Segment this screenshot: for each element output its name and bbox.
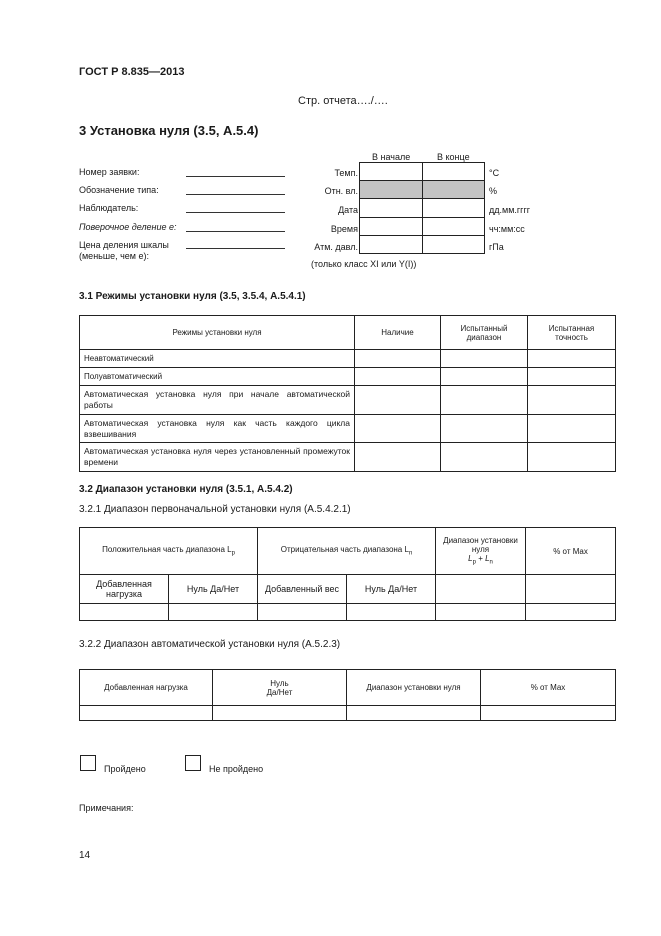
table-cell[interactable] bbox=[169, 604, 258, 621]
cell-temp-start[interactable] bbox=[360, 163, 423, 181]
th-zero-yes-no: Нуль Да/Нет bbox=[169, 575, 258, 604]
cell-pressure-end[interactable] bbox=[423, 236, 485, 254]
unit-date: дд.мм.гггг bbox=[489, 205, 531, 215]
subsection-3-2-2-title: 3.2.2 Диапазон автоматической установки нуля (А.5.2.3) bbox=[79, 639, 341, 650]
field-label-observer: Наблюдатель: bbox=[79, 203, 139, 213]
notes-label: Примечания: bbox=[79, 803, 134, 813]
field-line-order-number[interactable] bbox=[186, 176, 285, 177]
conditions-grid bbox=[359, 162, 485, 254]
table-cell[interactable] bbox=[481, 706, 616, 721]
table-cell[interactable] bbox=[528, 386, 616, 415]
cell-time-end[interactable] bbox=[423, 218, 485, 236]
table-cell[interactable] bbox=[355, 415, 441, 443]
table-cell[interactable] bbox=[355, 368, 441, 386]
cond-label-pressure: Атм. давл. bbox=[314, 242, 358, 252]
cell-temp-end[interactable] bbox=[423, 163, 485, 181]
table-cell[interactable] bbox=[347, 604, 436, 621]
mode-label: Автоматическая установка нуля через установленный промежуток времени bbox=[80, 443, 355, 472]
table-row bbox=[80, 350, 616, 368]
th-presence: Наличие bbox=[355, 316, 441, 350]
cond-label-date: Дата bbox=[338, 205, 358, 215]
table-cell[interactable] bbox=[436, 604, 526, 621]
table-cell[interactable] bbox=[258, 604, 347, 621]
table-cell[interactable] bbox=[441, 350, 528, 368]
table-cell[interactable] bbox=[528, 350, 616, 368]
unit-time: чч:мм:сс bbox=[489, 224, 525, 234]
th-zero-yes-no-2: Нуль Да/Нет bbox=[347, 575, 436, 604]
field-line-scale-interval[interactable] bbox=[186, 248, 285, 249]
cond-label-time: Время bbox=[330, 224, 358, 234]
table-cell[interactable] bbox=[528, 368, 616, 386]
th-percent-of-max: % от Max bbox=[526, 528, 616, 575]
field-label-verification-division: Поверочное деление e: bbox=[79, 222, 177, 232]
table-cell[interactable] bbox=[355, 386, 441, 415]
cell-date-start[interactable] bbox=[360, 199, 423, 218]
col-end-label: В конце bbox=[437, 152, 470, 162]
table-row bbox=[80, 386, 616, 415]
field-label-scale-interval-note: (меньше, чем e): bbox=[79, 251, 149, 261]
cell-humidity-end[interactable] bbox=[423, 181, 485, 199]
th-added-weight: Добавленный вес bbox=[258, 575, 347, 604]
th-tested-accuracy: Испытанная точность bbox=[528, 316, 616, 350]
table-cell[interactable] bbox=[526, 575, 616, 604]
table-cell[interactable] bbox=[441, 443, 528, 472]
th-added-load: Добавленная нагрузка bbox=[80, 575, 169, 604]
th-percent-of-max: % от Max bbox=[481, 670, 616, 706]
table-cell[interactable] bbox=[436, 575, 526, 604]
table-row bbox=[80, 604, 616, 621]
th-positive-part: Положительная часть диапазона $L_p$ bbox=[80, 528, 258, 575]
th-zero-yes-no: Нуль Да/Нет bbox=[213, 670, 347, 706]
zero-modes-table bbox=[79, 315, 616, 472]
field-label-order-number: Номер заявки: bbox=[79, 167, 140, 177]
mode-label: Автоматическая установка нуля как часть каждого цикла взвешивания bbox=[80, 415, 355, 443]
cell-time-start[interactable] bbox=[360, 218, 423, 236]
table-row bbox=[80, 706, 616, 721]
th-negative-part: Отрицательная часть диапазона $L_n$ bbox=[258, 528, 436, 575]
report-page-ref: Стр. отчета…./…. bbox=[298, 95, 388, 107]
failed-label: Не пройдено bbox=[209, 764, 264, 774]
page-number: 14 bbox=[79, 850, 91, 861]
mode-label: Неавтоматический bbox=[80, 350, 355, 368]
conditions-note: (только класс XI или Y(I)) bbox=[311, 259, 417, 269]
table-row bbox=[80, 415, 616, 443]
table-cell[interactable] bbox=[528, 415, 616, 443]
table-cell[interactable] bbox=[80, 604, 169, 621]
field-label-scale-interval: Цена деления шкалы bbox=[79, 240, 169, 250]
cond-label-temp: Темп. bbox=[334, 168, 358, 178]
table-cell[interactable] bbox=[347, 706, 481, 721]
table-cell[interactable] bbox=[528, 443, 616, 472]
table-cell[interactable] bbox=[80, 706, 213, 721]
cond-label-humidity: Отн. вл. bbox=[324, 186, 358, 196]
subsection-3-2-title: 3.2 Диапазон установки нуля (3.5.1, А.5.4.2) bbox=[79, 484, 293, 495]
cell-date-end[interactable] bbox=[423, 199, 485, 218]
initial-zero-range-table bbox=[79, 527, 616, 621]
passed-label: Пройдено bbox=[104, 764, 146, 774]
table-cell[interactable] bbox=[355, 443, 441, 472]
section-title: 3 Установка нуля (3.5, А.5.4) bbox=[79, 123, 259, 138]
th-added-load: Добавленная нагрузка bbox=[80, 670, 213, 706]
document-code: ГОСТ Р 8.835—2013 bbox=[79, 66, 185, 78]
th-zero-range: Диапазон установки нуля bbox=[347, 670, 481, 706]
table-row bbox=[80, 368, 616, 386]
cell-humidity-start[interactable] bbox=[360, 181, 423, 199]
field-line-verification-division[interactable] bbox=[186, 231, 285, 232]
table-cell[interactable] bbox=[441, 386, 528, 415]
failed-checkbox[interactable] bbox=[185, 755, 201, 771]
table-cell[interactable] bbox=[441, 415, 528, 443]
subsection-3-1-title: 3.1 Режимы установки нуля (3.5, 3.5.4, А.5.4.1) bbox=[79, 291, 306, 302]
table-cell[interactable] bbox=[441, 368, 528, 386]
table-cell[interactable] bbox=[355, 350, 441, 368]
th-modes: Режимы установки нуля bbox=[80, 316, 355, 350]
th-tested-range: Испытанный диапазон bbox=[441, 316, 528, 350]
col-start-label: В начале bbox=[372, 152, 411, 162]
field-line-type[interactable] bbox=[186, 194, 285, 195]
cell-pressure-start[interactable] bbox=[360, 236, 423, 254]
table-row bbox=[80, 443, 616, 472]
th-zero-range: Диапазон установки нуля $L_p + L_n$ bbox=[436, 528, 526, 575]
auto-zero-range-table bbox=[79, 669, 616, 721]
mode-label: Полуавтоматический bbox=[80, 368, 355, 386]
unit-humidity: % bbox=[489, 186, 498, 196]
table-cell[interactable] bbox=[526, 604, 616, 621]
passed-checkbox[interactable] bbox=[80, 755, 96, 771]
field-line-observer[interactable] bbox=[186, 212, 285, 213]
unit-temp: °C bbox=[489, 168, 500, 178]
mode-label: Автоматическая установка нуля при начале автоматической работы bbox=[80, 386, 355, 415]
table-cell[interactable] bbox=[213, 706, 347, 721]
subsection-3-2-1-title: 3.2.1 Диапазон первоначальной установки нуля (А.5.4.2.1) bbox=[79, 504, 351, 515]
field-label-type: Обозначение типа: bbox=[79, 185, 159, 195]
unit-pressure: гПа bbox=[489, 242, 504, 252]
